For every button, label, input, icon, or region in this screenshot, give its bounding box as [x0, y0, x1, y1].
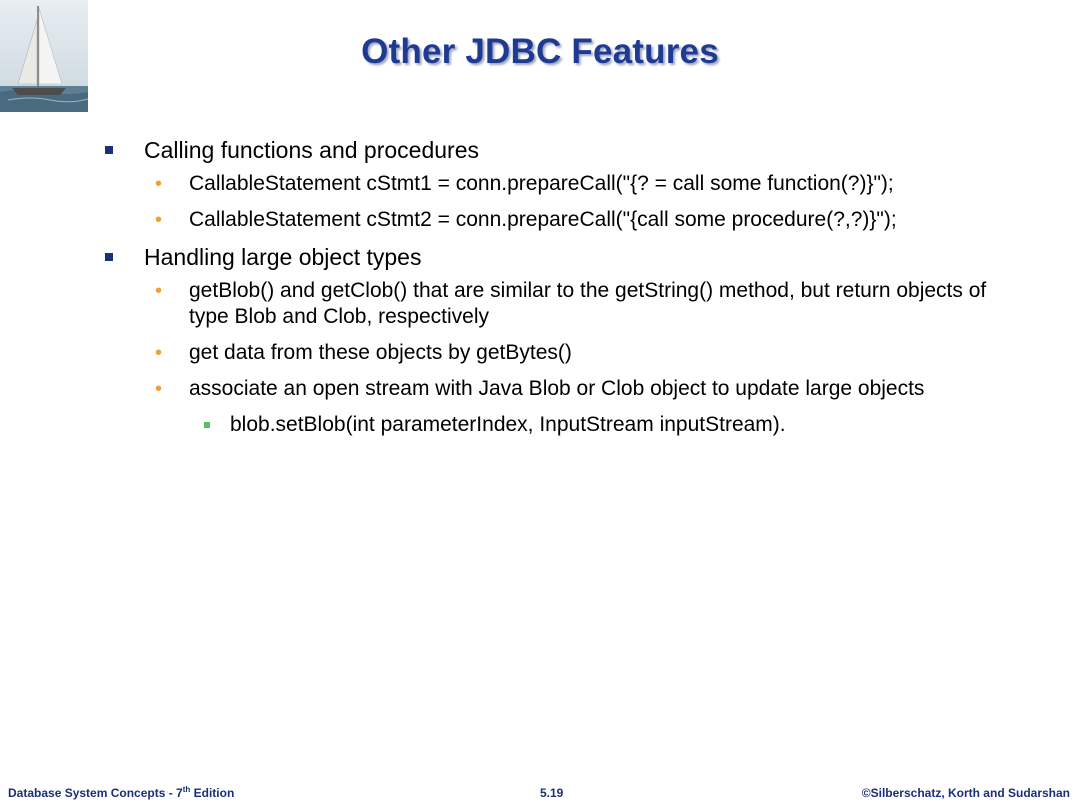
bullet-text: getBlob() and getClob() that are similar to the getString() method, but return objects of type Blob and Clob, respectively	[189, 279, 987, 328]
sub-bullet-item-getblob	[100, 278, 1020, 330]
dot-bullet-icon: •	[155, 280, 163, 302]
dot-bullet-icon: •	[155, 378, 163, 400]
square-bullet-icon	[105, 253, 113, 261]
dot-bullet-icon: •	[155, 209, 163, 231]
footer-edition-text: Edition	[190, 786, 235, 800]
footer-book-title-text: Database System Concepts - 7	[8, 786, 183, 800]
slide-title: Other JDBC Features	[361, 32, 719, 71]
sub-sub-bullet-item-setblob	[100, 412, 1020, 438]
bullet-text: Calling functions and procedures	[144, 137, 479, 163]
bullet-text: associate an open stream with Java Blob or Clob object to update large objects	[189, 377, 925, 400]
bullet-item-large-objects	[100, 243, 1020, 272]
footer-edition-sup: th	[182, 785, 191, 794]
footer-copyright: ©Silberschatz, Korth and Sudarshan	[861, 786, 1070, 800]
bullet-item-calling-functions	[100, 136, 1020, 165]
dot-bullet-icon: •	[155, 342, 163, 364]
sub-bullet-item-cstmt2	[100, 207, 1020, 233]
bullet-text: blob.setBlob(int parameterIndex, InputStream inputStream).	[230, 413, 786, 436]
slide-footer	[0, 786, 1080, 806]
footer-book-title	[8, 786, 234, 800]
bullet-text: get data from these objects by getBytes()	[189, 341, 572, 364]
bullet-text: CallableStatement cStmt2 = conn.prepareCall("{call some procedure(?,?)}");	[189, 208, 897, 231]
dot-bullet-icon: •	[155, 173, 163, 195]
bullet-text: Handling large object types	[144, 244, 422, 270]
slide-content	[100, 136, 1020, 448]
page-number: 5.19	[540, 786, 564, 800]
square-bullet-icon	[105, 146, 113, 154]
small-square-bullet-icon	[204, 422, 210, 428]
sub-bullet-item-stream	[100, 376, 1020, 402]
bullet-text: CallableStatement cStmt1 = conn.prepareCall("{? = call some function(?)}");	[189, 172, 894, 195]
sub-bullet-item-getbytes	[100, 340, 1020, 366]
sub-bullet-item-cstmt1	[100, 171, 1020, 197]
